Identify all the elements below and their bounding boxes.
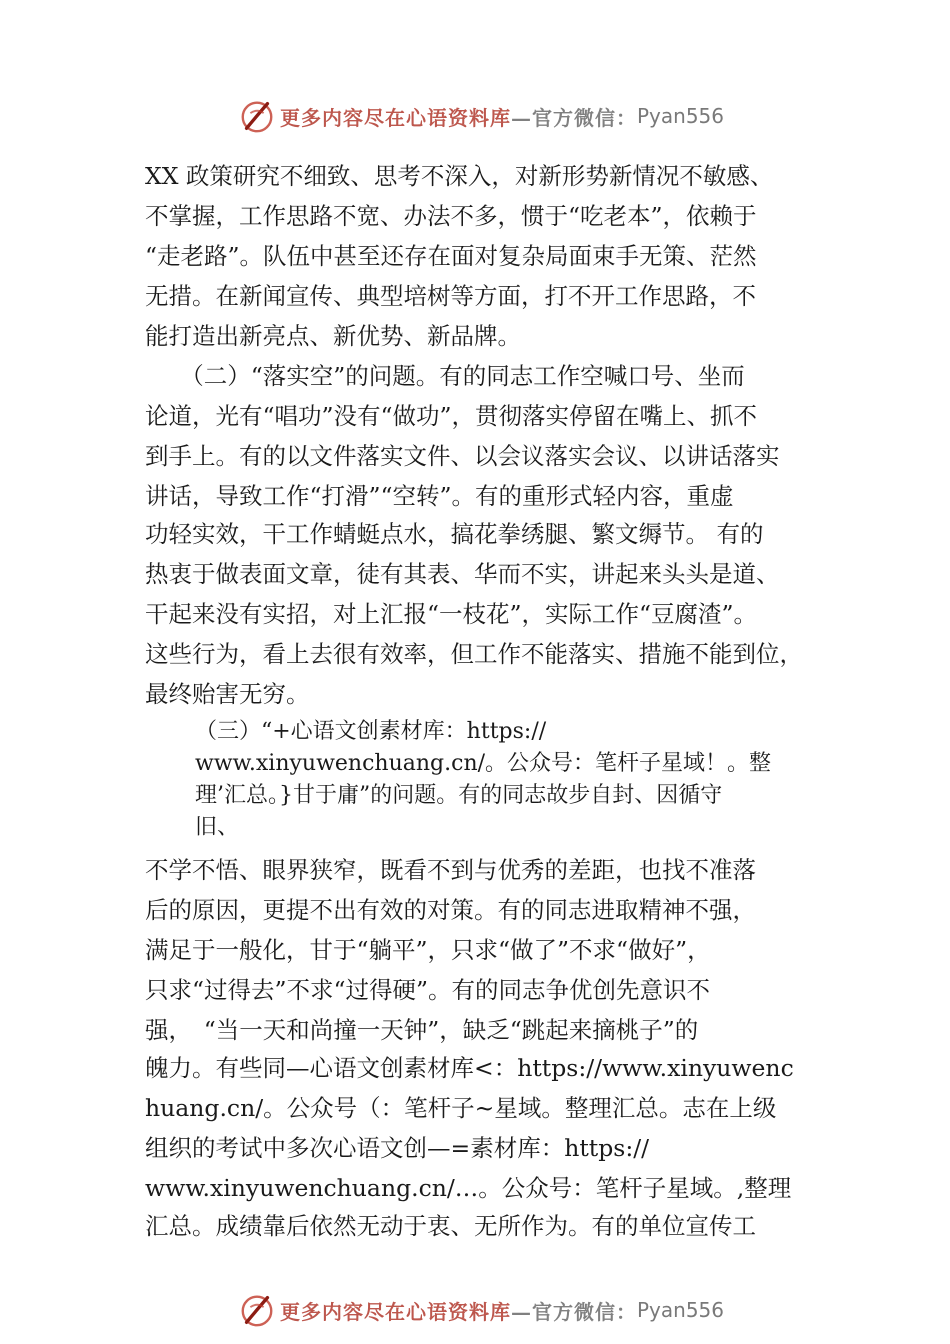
footer-watermark [238, 1290, 724, 1330]
watermark-wechat-label: —官方微信： [511, 1299, 637, 1324]
body-line: 魄力。有些同—心语文创素材库<：https://www.xinyuwenc [145, 1054, 794, 1082]
body-line: 不掌握，工作思路不宽、办法不多，惯于“吃老本”，依赖于 [145, 202, 757, 230]
brush-logo-icon [238, 97, 276, 135]
body-line: 到手上。有的以文件落实文件、以会议落实会议、以讲话落实 [145, 442, 780, 470]
watermark-wechat-id: Pyan556 [637, 1298, 725, 1322]
body-line: 不学不悟、眼界狭窄，既看不到与优秀的差距，也找不准落 [145, 856, 756, 884]
body-line: 最终贻害无穷。 [145, 680, 310, 708]
body-line: 功轻实效，干工作蜻蜓点水，搞花拳绣腿、繁文缛节。 有的 [145, 520, 764, 548]
body-line: 汇总。成绩靠后依然无动于衷、无所作为。有的单位宣传工 [145, 1212, 756, 1240]
body-line: 满足于一般化，甘于“躺平”，只求“做了”不求“做好”， [145, 936, 711, 964]
body-line: 强， “当一天和尚撞一天钟”，缺乏“跳起来摘桃子”的 [145, 1016, 699, 1044]
body-line: 讲话，导致工作“打滑”“空转”。有的重形式轻内容，重虚 [145, 482, 734, 510]
watermark-text: 更多内容尽在心语资料库 [280, 105, 511, 130]
header-watermark [238, 96, 724, 136]
body-line: 干起来没有实招，对上汇报“一枝花”，实际工作“豆腐渣”。 [145, 600, 758, 628]
section-heading-line: （二）“落实空”的问题。有的同志工作空喊口号、坐而 [145, 362, 745, 390]
body-line: 后的原因，更提不出有效的对策。有的同志进取精神不强， [145, 896, 756, 924]
body-line: 论道，光有“唱功”没有“做功”，贯彻落实停留在嘴上、抓不 [145, 402, 758, 430]
body-line: 旧、 [195, 815, 240, 840]
body-line: 只求“过得去”不求“过得硬”。有的同志争优创先意识不 [145, 976, 711, 1004]
watermark-text: 更多内容尽在心语资料库 [280, 1299, 511, 1324]
body-line: 无措。在新闻宣传、典型培树等方面，打不开工作思路，不 [145, 282, 756, 310]
watermark-wechat-id: Pyan556 [637, 104, 725, 128]
body-line: 理’汇总。}甘于庸”的问题。有的同志故步自封、因循守 [195, 783, 723, 808]
body-line: XX 政策研究不细致、思考不深入，对新形势新情况不敏感、 [145, 162, 774, 190]
brush-logo-icon [238, 1291, 276, 1329]
body-line: 这些行为，看上去很有效率，但工作不能落实、措施不能到位， [145, 640, 803, 668]
body-line: “走老路”。队伍中甚至还存在面对复杂局面束手无策、茫然 [145, 242, 757, 270]
body-line: 能打造出新亮点、新优势、新品牌。 [145, 322, 521, 350]
body-line: www.xinyuwenchuang.cn/…。公众号：笔杆子星域。,整理 [145, 1174, 792, 1202]
body-line: www.xinyuwenchuang.cn/。公众号：笔杆子星域！。整 [195, 751, 772, 776]
section-heading-line: （三）“+心语文创素材库：https:// [195, 719, 547, 744]
body-line: 组织的考试中多次心语文创—=素材库：https:// [145, 1134, 650, 1162]
body-line: huang.cn/。公众号（：笔杆子~星域。整理汇总。志在上级 [145, 1094, 777, 1122]
watermark-wechat-label: —官方微信： [511, 105, 637, 130]
body-line: 热衷于做表面文章，徒有其表、华而不实，讲起来头头是道、 [145, 560, 780, 588]
